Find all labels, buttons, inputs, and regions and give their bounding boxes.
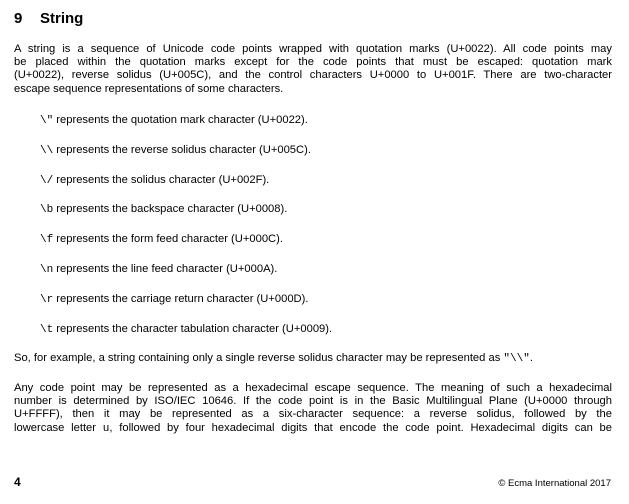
escape-description: represents the carriage return character (U+000D). <box>53 292 309 305</box>
escape-code: \\ <box>40 144 54 157</box>
escape-sequence-list <box>40 114 332 352</box>
escape-item <box>40 293 332 323</box>
escape-description: represents the form feed character (U+000C). <box>53 233 283 246</box>
intro-line: be placed within the quotation marks except for the code points that must be escaped: quotation mark <box>14 56 612 69</box>
escape-item <box>40 144 332 174</box>
escape-code: \b <box>40 204 54 217</box>
section-heading <box>14 10 83 28</box>
hex-inline-code: u <box>102 422 110 435</box>
hex-line <box>14 422 612 436</box>
escape-description: represents the quotation mark character (U+0022). <box>53 114 308 126</box>
escape-description: represents the line feed character (U+000A). <box>53 262 278 275</box>
example-code: "\\" <box>503 353 530 365</box>
section-title: String <box>40 10 84 27</box>
copyright-notice: © Ecma International 2017 <box>498 478 611 489</box>
intro-paragraph <box>14 43 612 96</box>
escape-description: represents the solidus character (U+002F). <box>53 173 270 186</box>
hex-line-part: , followed by four hexadecimal digits that encode the code point. Hexadecimal digits can be <box>109 421 612 434</box>
escape-description: represents the backspace character (U+0008). <box>53 203 288 216</box>
escape-item <box>40 323 332 353</box>
escape-description: represents the character tabulation character (U+0009). <box>53 322 333 335</box>
escape-item <box>40 174 332 204</box>
page-number: 4 <box>14 475 21 489</box>
escape-code: \t <box>40 323 54 336</box>
escape-item <box>40 203 332 233</box>
section-number: 9 <box>14 10 23 27</box>
example-text: So, for example, a string containing only a single reverse solidus character may be represented as <box>14 352 504 364</box>
example-end: . <box>529 352 533 364</box>
hex-line-part: lowercase letter <box>14 421 103 434</box>
escape-code: \r <box>40 293 54 306</box>
intro-line: A string is a sequence of Unicode code points wrapped with quotation marks (U+0022). All code points may <box>14 43 612 55</box>
hex-escape-paragraph <box>14 382 612 436</box>
hex-line: number is determined by ISO/IEC 10646. If the code point is in the Basic Multilingual Plane (U+0000 through <box>14 395 612 408</box>
escape-item <box>40 233 332 263</box>
escape-code: \n <box>40 263 54 276</box>
hex-line: U+FFFF), then it may be represented as a six-character sequence: a reverse solidus, followed by the <box>14 408 612 421</box>
escape-description: represents the reverse solidus character (U+005C). <box>53 143 311 156</box>
escape-item <box>40 263 332 293</box>
hex-line: Any code point may be represented as a hexadecimal escape sequence. The meaning of such a hexadecimal <box>14 382 612 394</box>
escape-code: \" <box>40 115 54 127</box>
intro-line: escape sequence representations of some characters. <box>14 82 284 95</box>
intro-line: (U+0022), reverse solidus (U+005C), and the control characters U+0000 to U+001F. There are two-character <box>14 69 612 82</box>
example-paragraph <box>14 352 533 366</box>
escape-code: \/ <box>40 174 54 187</box>
escape-code: \f <box>40 234 54 247</box>
escape-item <box>40 114 332 144</box>
